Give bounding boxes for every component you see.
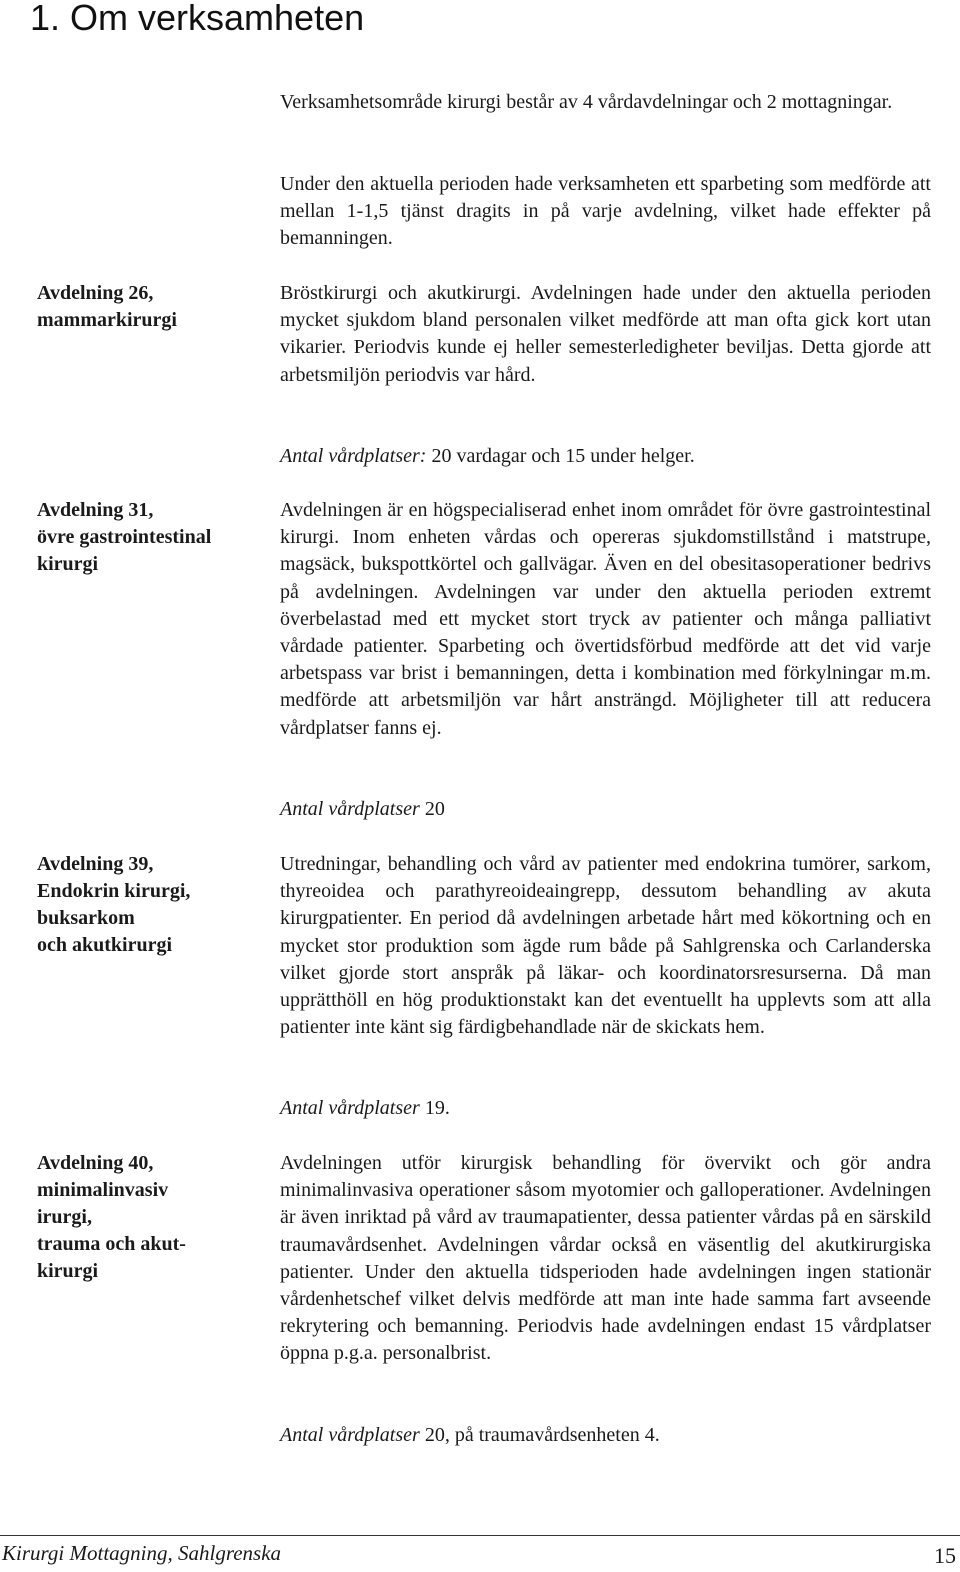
ward-40-title-line: kirurgi — [37, 1260, 99, 1282]
footer-divider — [0, 1535, 960, 1536]
ward-39-title-line: Avdelning 39, — [37, 853, 154, 875]
ward-31-title-line: kirurgi — [37, 553, 99, 575]
ward-39-title-line: och akutkirurgi — [37, 934, 173, 956]
beds-value: 20 — [419, 798, 445, 820]
ward-40-title-line: trauma och akut- — [37, 1233, 186, 1255]
ward-31-beds — [280, 796, 931, 823]
ward-39-title-line: buksarkom — [37, 907, 135, 929]
ward-40-title — [37, 1150, 247, 1285]
ward-31-description: Avdelningen är en högspecialiserad enhet inom området för övre gastrointestinal kirurgi. Inom enheten vårdas och opereras sjukdomstillstånd i matstrupe, magsäck, bukspottkörtel och gallvägar. Även en del obesitasoperationer bedrivs på avdelningen. Avdelningen var under den aktuella perioden extremt överbelastad med ett mycket stort tryck av patienter och många palliativt vårdade patienter. Sparbeting och övertidsförbud medförde att det vid varje arbetspass var brist i bemanningen, detta i kombination med förkylningar m.m. medförde att arbetsmiljön var hårt ansträngd. Möjligheter till att reducera vårdplatser fanns ej. — [280, 499, 931, 739]
ward-40-title-line: irurgi, — [37, 1206, 92, 1228]
page-heading: 1. Om verksamheten — [30, 0, 365, 38]
ward-31-title-line: Avdelning 31, — [37, 499, 154, 521]
ward-31-title — [37, 497, 247, 578]
beds-label: Antal vårdplatser — [280, 798, 420, 820]
ward-26-title-line: mammarkirurgi — [37, 309, 177, 331]
ward-31-title-line: övre gastrointestinal — [37, 526, 212, 548]
ward-26-title — [37, 280, 247, 334]
beds-value: 20, på traumavårdsenheten 4. — [419, 1424, 660, 1446]
beds-label: Antal vårdplatser — [280, 1097, 420, 1119]
beds-value: 19. — [419, 1097, 450, 1119]
ward-40-beds — [280, 1422, 931, 1449]
intro-paragraph-1: Verksamhetsområde kirurgi består av 4 vårdavdelningar och 2 mottagningar. — [280, 91, 893, 113]
ward-40-title-line: Avdelning 40, — [37, 1152, 154, 1174]
beds-value: 20 vardagar och 15 under helger. — [426, 445, 695, 467]
ward-40-title-line: minimalinvasiv — [37, 1179, 169, 1201]
beds-label: Antal vårdplatser: — [280, 445, 427, 467]
ward-26-description: Bröstkirurgi och akutkirurgi. Avdelningen hade under den aktuella perioden mycket sjukdom bland personalen vilket medförde att man ofta gick kort utan vikarier. Periodvis kunde ej heller semesterledigheter beviljas. Detta gjorde att arbetsmiljön periodvis var hård. — [280, 282, 931, 386]
footer-title: Kirurgi Mottagning, Sahlgrenska — [2, 1541, 282, 1565]
ward-39-title-line: Endokrin kirurgi, — [37, 880, 191, 902]
ward-26-title-line: Avdelning 26, — [37, 282, 154, 304]
ward-39-description: Utredningar, behandling och vård av patienter med endokrina tumörer, sarkom, thyreoidea och parathyreoideaingrepp, dessutom behandling av akuta kirurgpatienter. En period då avdelningen arbetade hårt med kökortning och en mycket stor produktion som ägde rum både på Sahlgrenska och Carlanderska vilket gjorde stort anspråk på läkar- och koordinatorsresurserna. Då man upprätthöll en hög produktionstakt kan det eventuellt ha upplevts som att alla patienter inte känt sig färdigbehandlade när de skickats hem. — [280, 853, 931, 1039]
page-number: 15 — [934, 1543, 956, 1568]
ward-39-title — [37, 851, 247, 959]
beds-label: Antal vårdplatser — [280, 1424, 420, 1446]
ward-39-beds — [280, 1095, 931, 1122]
intro-paragraph-2: Under den aktuella perioden hade verksamheten ett sparbeting som medförde att mellan 1-1,5 tjänst dragits in på varje avdelning, vilket hade effekter på bemanningen. — [280, 173, 931, 250]
ward-40-description: Avdelningen utför kirurgisk behandling för övervikt och gör andra minimalinvasiva operationer såsom myotomier och galloperationer. Avdelningen är även inriktad på vård av traumapatienter, dessa patienter vårdas på en särskild traumavårdsenhet. Avdelningen vårdar också en väsentlig del akutkirurgiska patienter. Under den aktuella tidsperioden hade avdelningen ingen stationär vårdenhetschef vilket delvis medförde att man inte hade samma fart avseende rekrytering och bemanning. Periodvis hade avdelningen endast 15 vårdplatser öppna p.g.a. personalbrist. — [280, 1152, 931, 1365]
ward-26-beds — [280, 443, 931, 470]
